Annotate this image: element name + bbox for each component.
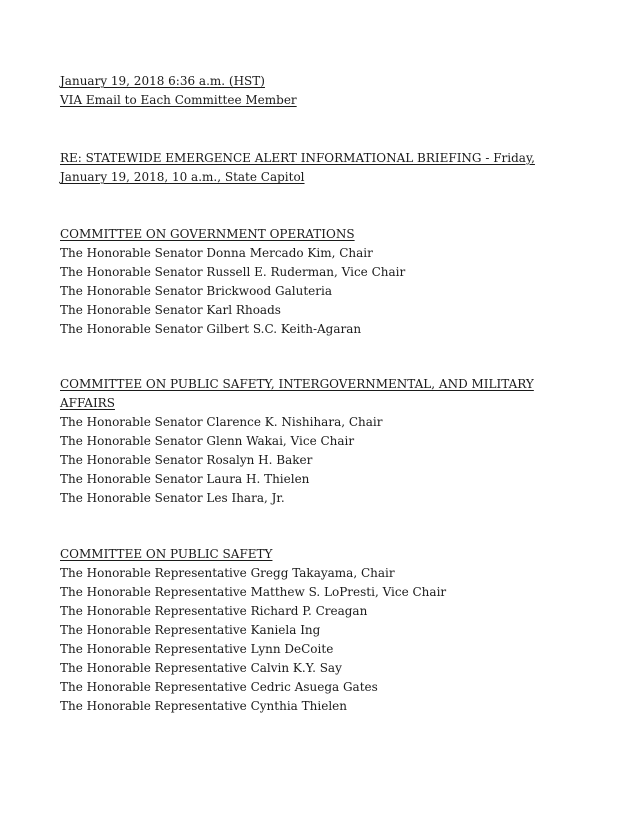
- subject-line-1: RE: STATEWIDE EMERGENCE ALERT INFORMATIONAL BRIEFING - Friday,: [60, 151, 535, 165]
- committee-title-continued: AFFAIRS: [60, 396, 115, 410]
- committee-title: COMMITTEE ON PUBLIC SAFETY: [60, 547, 273, 561]
- committee-member: The Honorable Senator Brickwood Galuteria: [60, 284, 332, 298]
- spacer: [60, 339, 580, 375]
- subject-line-2: January 19, 2018, 10 a.m., State Capitol: [60, 170, 305, 184]
- committee-member: The Honorable Senator Clarence K. Nishihara, Chair: [60, 415, 383, 429]
- spacer: [60, 508, 580, 545]
- committee-member: The Honorable Representative Kaniela Ing: [60, 623, 321, 637]
- committee-title: COMMITTEE ON PUBLIC SAFETY, INTERGOVERNMENTAL, AND MILITARY: [60, 377, 534, 391]
- via-line: VIA Email to Each Committee Member: [60, 93, 297, 107]
- committee-member: The Honorable Representative Cedric Asuega Gates: [60, 680, 378, 694]
- committee-member: The Honorable Representative Calvin K.Y. Say: [60, 661, 342, 675]
- committee-member: The Honorable Senator Gilbert S.C. Keith-Agaran: [60, 322, 362, 336]
- committee-member: The Honorable Senator Laura H. Thielen: [60, 472, 310, 486]
- committee-public-safety: [60, 545, 580, 716]
- spacer: [60, 110, 580, 149]
- committee-member: The Honorable Senator Glenn Wakai, Vice Chair: [60, 434, 355, 448]
- committee-government-operations: [60, 225, 580, 339]
- committee-member: The Honorable Representative Gregg Takayama, Chair: [60, 566, 395, 580]
- committee-member: The Honorable Senator Russell E. Ruderman, Vice Chair: [60, 265, 406, 279]
- date-line: January 19, 2018 6:36 a.m. (HST): [60, 74, 265, 88]
- committee-member: The Honorable Representative Lynn DeCoite: [60, 642, 334, 656]
- spacer: [60, 187, 580, 225]
- committee-member: The Honorable Senator Donna Mercado Kim, Chair: [60, 246, 373, 260]
- committee-public-safety-intergovernmental-military: [60, 375, 580, 508]
- committee-member: The Honorable Representative Cynthia Thielen: [60, 699, 347, 713]
- committee-member: The Honorable Senator Rosalyn H. Baker: [60, 453, 313, 467]
- committee-member: The Honorable Senator Les Ihara, Jr.: [60, 491, 285, 505]
- committee-member: The Honorable Representative Richard P. Creagan: [60, 604, 368, 618]
- document-page: [60, 72, 580, 716]
- committee-member: The Honorable Senator Karl Rhoads: [60, 303, 281, 317]
- committee-title: COMMITTEE ON GOVERNMENT OPERATIONS: [60, 227, 355, 241]
- committee-member: The Honorable Representative Matthew S. LoPresti, Vice Chair: [60, 585, 447, 599]
